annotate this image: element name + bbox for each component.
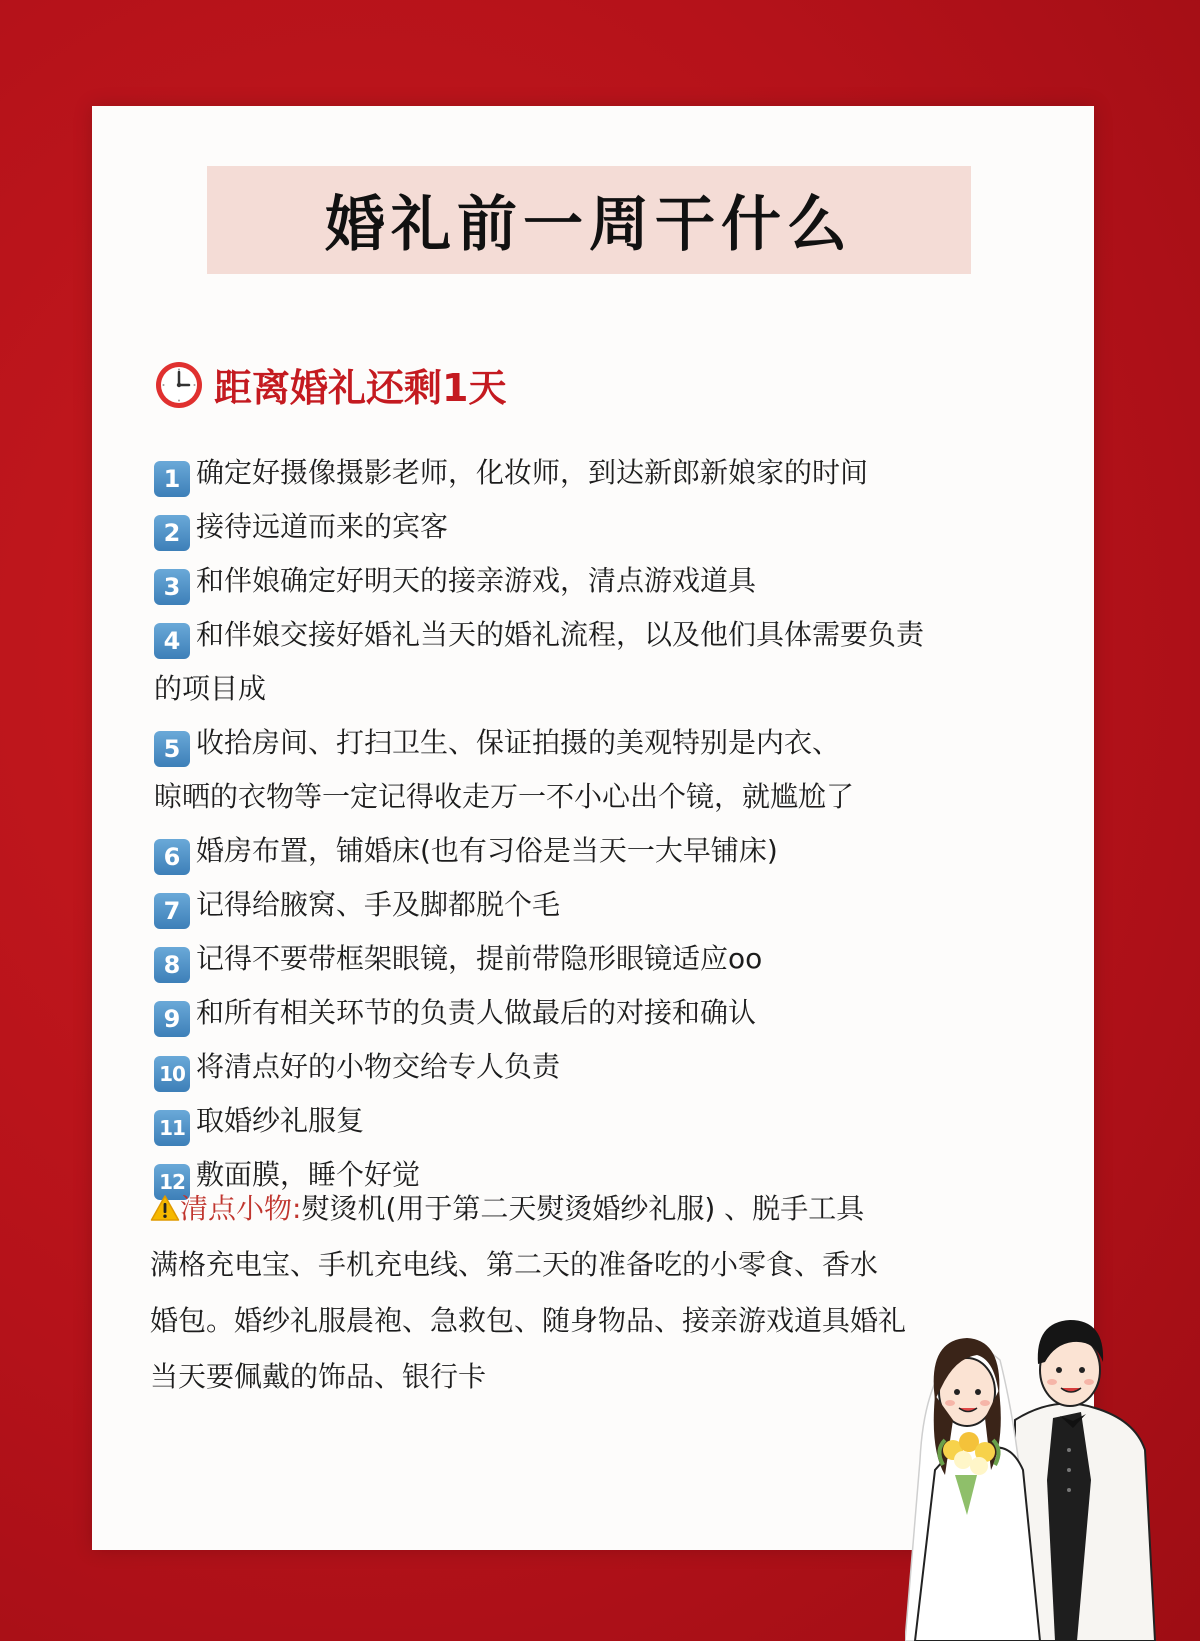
number-badge: 12 bbox=[154, 1164, 190, 1200]
item-text: 记得给腋窝、手及脚都脱个毛 bbox=[196, 888, 561, 921]
number-badge: 2 bbox=[154, 515, 190, 551]
number-badge: 9 bbox=[154, 1001, 190, 1037]
note-label: 清点小物: bbox=[180, 1192, 302, 1225]
item-text: 确定好摄像摄影老师，化妆师，到达新郎新娘家的时间 bbox=[196, 456, 869, 489]
item-text-continued: 晾晒的衣物等一定记得收走万一不小心出个镜，就尴尬了 bbox=[154, 780, 855, 813]
note-line-4: 当天要佩戴的饰品、银行卡 bbox=[150, 1360, 487, 1393]
list-item bbox=[154, 932, 1054, 986]
item-text: 和伴娘交接好婚礼当天的婚礼流程，以及他们具体需要负责 bbox=[196, 618, 925, 651]
list-item bbox=[154, 608, 1054, 716]
number-badge: 8 bbox=[154, 947, 190, 983]
list-item bbox=[154, 824, 1054, 878]
title-banner bbox=[207, 166, 971, 274]
number-badge: 7 bbox=[154, 893, 190, 929]
item-text: 敷面膜，睡个好觉 bbox=[196, 1158, 421, 1191]
alarm-clock-icon bbox=[152, 357, 206, 411]
warning-icon bbox=[150, 1194, 180, 1222]
note-line-3: 婚包。婚纱礼服晨袍、急救包、随身物品、接亲游戏道具婚礼 bbox=[150, 1304, 907, 1337]
item-text: 取婚纱礼服复 bbox=[196, 1104, 365, 1137]
item-text: 接待远道而来的宾客 bbox=[196, 510, 449, 543]
page-title: 婚礼前一周干什么 bbox=[325, 190, 853, 260]
bride-groom-illustration bbox=[905, 1300, 1165, 1641]
list-item bbox=[154, 500, 1054, 554]
list-item bbox=[154, 1040, 1054, 1094]
number-badge: 11 bbox=[154, 1110, 190, 1146]
list-item bbox=[154, 554, 1054, 608]
list-item bbox=[154, 1094, 1054, 1148]
list-item bbox=[154, 986, 1054, 1040]
todo-list bbox=[154, 446, 1054, 1202]
item-text-continued: 的项目成 bbox=[154, 672, 267, 705]
number-badge: 4 bbox=[154, 623, 190, 659]
supplies-note bbox=[150, 1181, 980, 1405]
number-badge: 1 bbox=[154, 461, 190, 497]
number-badge: 3 bbox=[154, 569, 190, 605]
item-text: 婚房布置，铺婚床(也有习俗是当天一大早铺床) bbox=[196, 834, 778, 867]
item-text: 记得不要带框架眼镜，提前带隐形眼镜适应oo bbox=[196, 942, 763, 975]
number-badge: 10 bbox=[154, 1056, 190, 1092]
item-text: 和所有相关环节的负责人做最后的对接和确认 bbox=[196, 996, 757, 1029]
number-badge: 5 bbox=[154, 731, 190, 767]
item-text: 将清点好的小物交给专人负责 bbox=[196, 1050, 561, 1083]
section-heading bbox=[152, 354, 506, 414]
list-item bbox=[154, 716, 1054, 824]
list-item bbox=[154, 878, 1054, 932]
item-text: 和伴娘确定好明天的接亲游戏，清点游戏道具 bbox=[196, 564, 757, 597]
note-line-2: 满格充电宝、手机充电线、第二天的准备吃的小零食、香水 bbox=[150, 1248, 879, 1281]
item-text: 收拾房间、打扫卫生、保证拍摄的美观特别是内衣、 bbox=[196, 726, 841, 759]
number-badge: 6 bbox=[154, 839, 190, 875]
list-item bbox=[154, 446, 1054, 500]
section-heading-text: 距离婚礼还剩1天 bbox=[214, 365, 507, 410]
note-line-1: 熨烫机(用于第二天熨烫婚纱礼服) 、脱手工具 bbox=[301, 1192, 865, 1225]
